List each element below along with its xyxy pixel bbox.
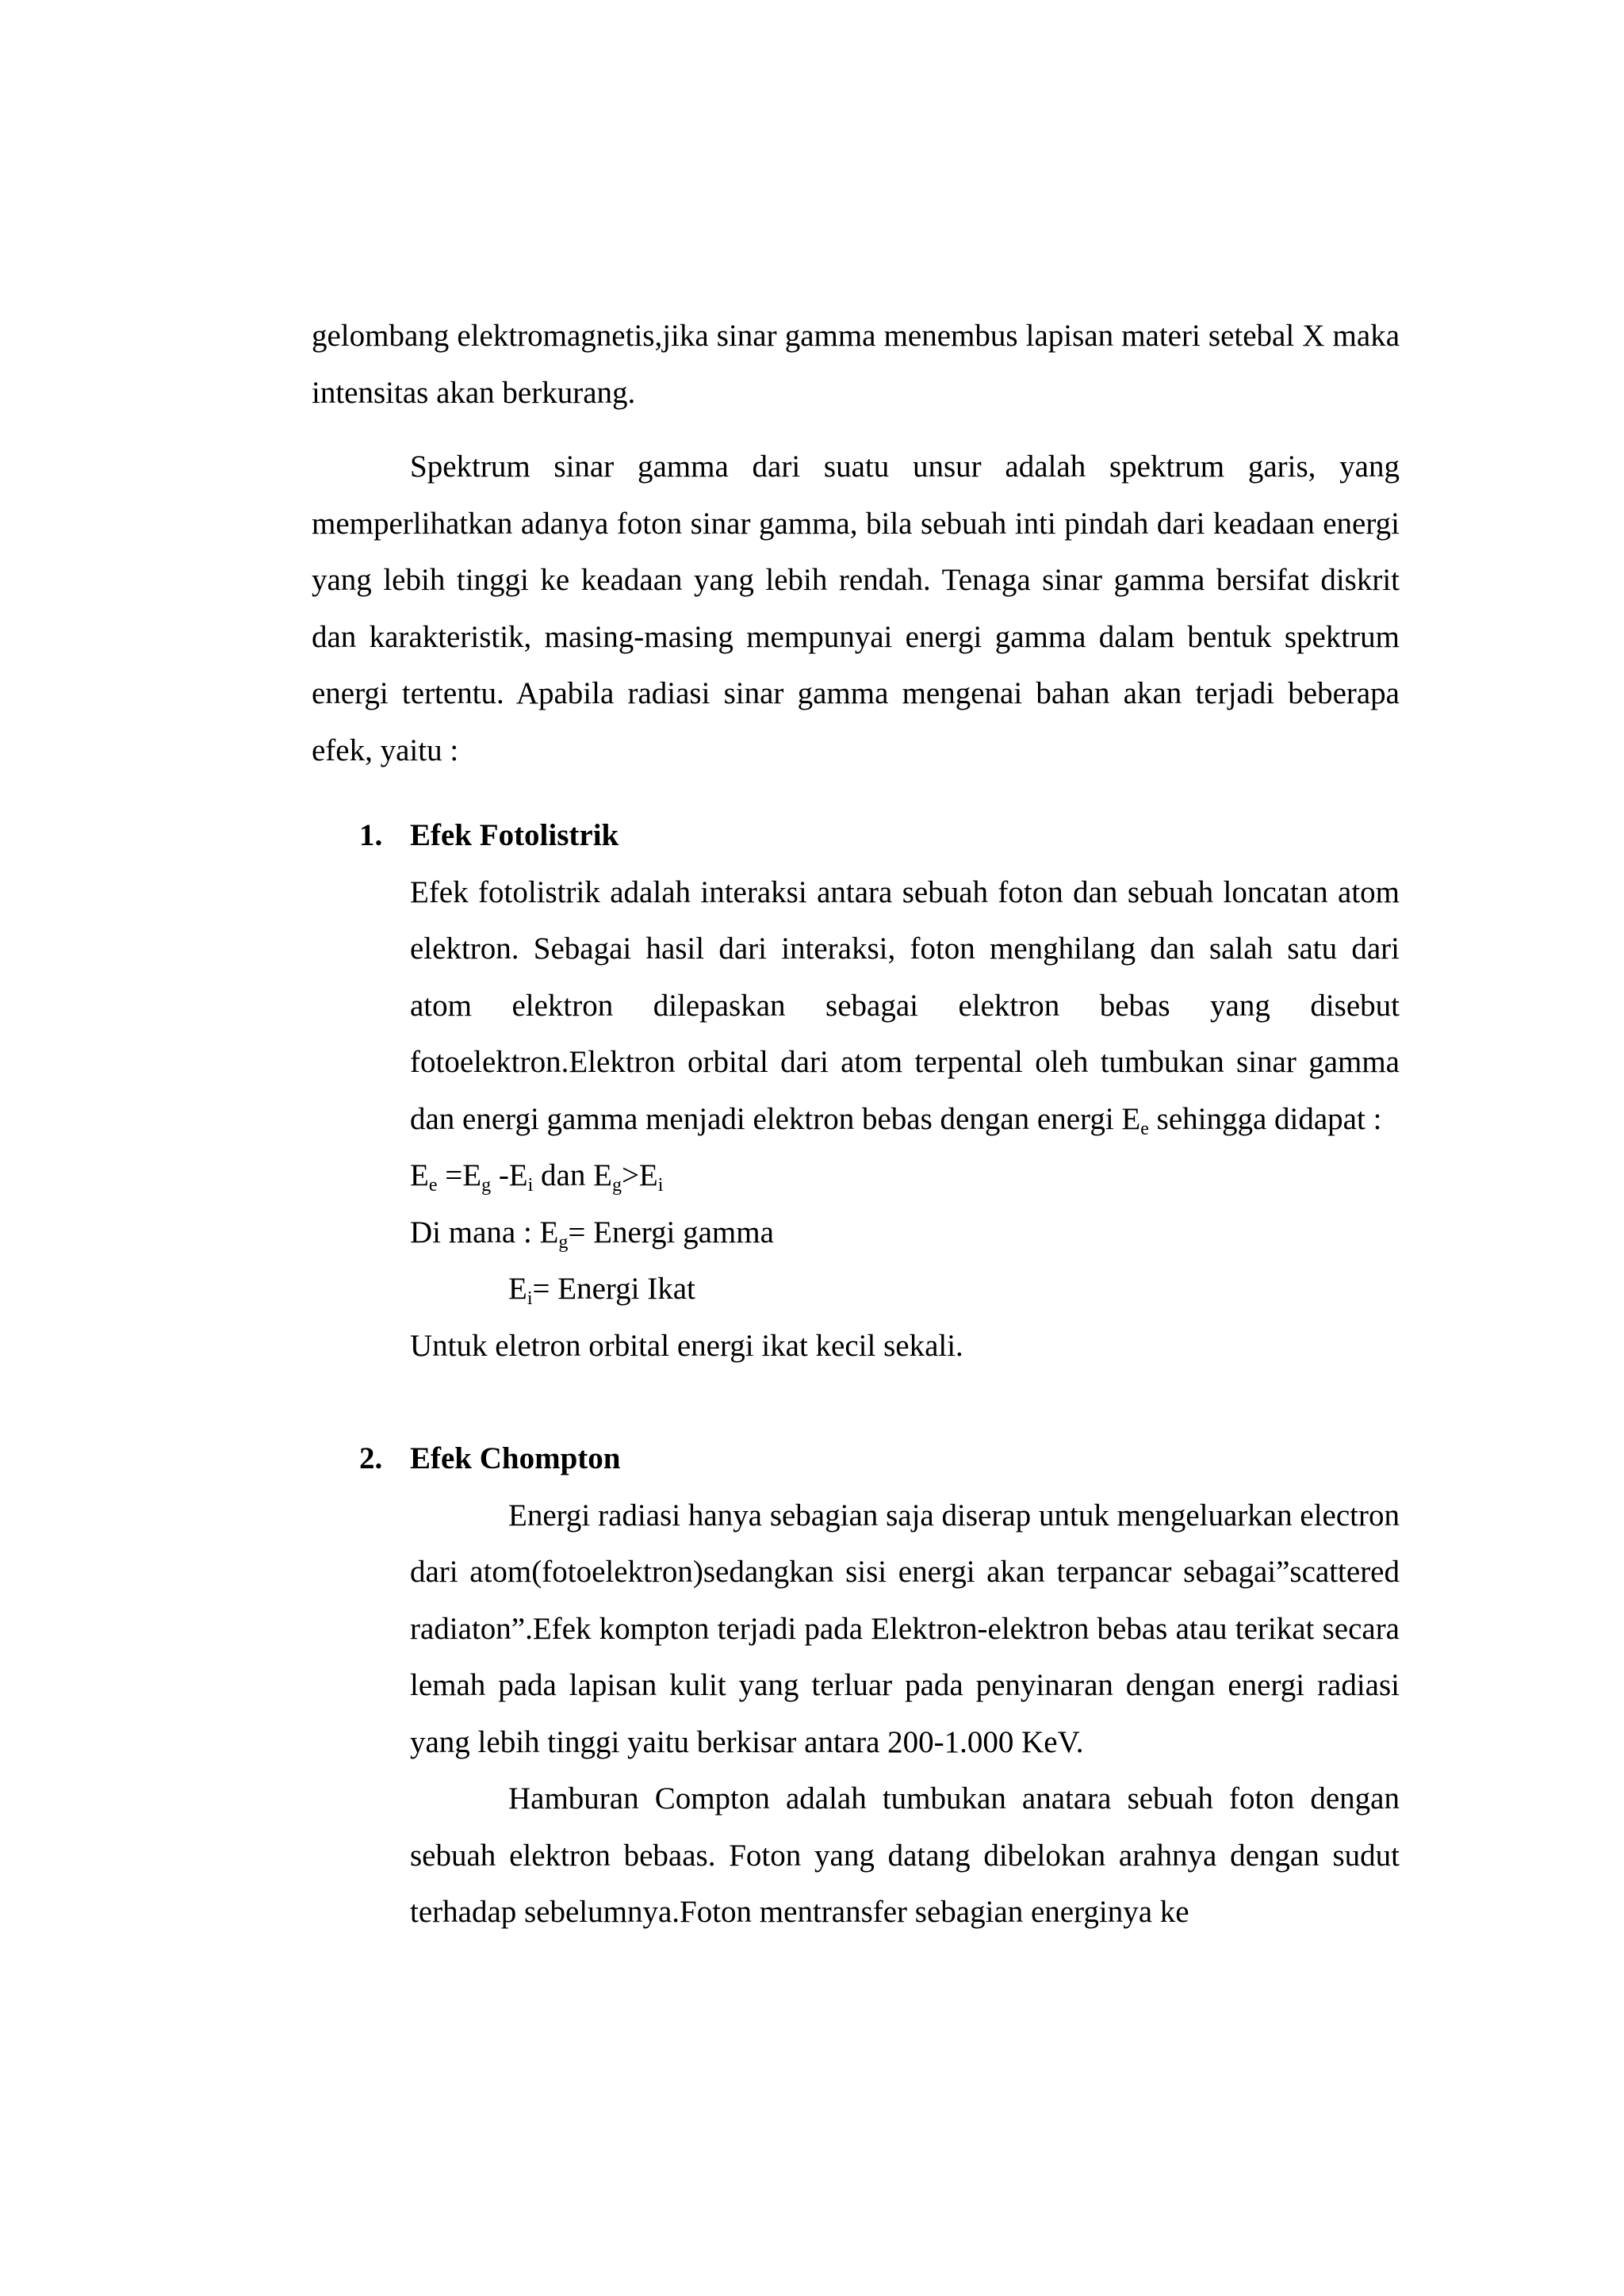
formula-sub-i: i: [527, 1175, 534, 1196]
where-line-ikat: [508, 1261, 1400, 1318]
fotolistrik-body-text: Efek fotolistrik adalah interaksi antara sebuah foton dan sebuah loncatan atom elektron. Sebagai hasil dari interaksi, foton menghilang dan salah satu dari atom elektron dilepaskan sebagai elektron bebas yang disebut fotoelektron.Elektron orbital dari atom terpental oleh tumbukan sinar gamma dan energi gamma menjadi elektron bebas dengan energi E: [410, 874, 1400, 1136]
formula-dan: dan E: [533, 1158, 612, 1192]
intro-paragraph-2: Spektrum sinar gamma dari suatu unsur adalah spektrum garis, yang memperlihatkan adanya foton sinar gamma, bila sebuah inti pindah dari keadaan energi yang lebih tinggi ke keadaan yang lebih rendah. Tenaga sinar gamma bersifat diskrit dan karakteristik, masing-masing mempunyai energi gamma dalam bentuk spektrum energi tertentu. Apabila radiasi sinar gamma mengenai bahan akan terjadi beberapa efek, yaitu :: [312, 450, 1400, 767]
where-prefix: Di mana : E: [410, 1215, 559, 1249]
formula-sub-i2: i: [657, 1175, 664, 1196]
formula-sub-g2: g: [611, 1175, 622, 1196]
section-title-fotolistrik: Efek Fotolistrik: [410, 818, 619, 852]
list-item-chompton: [312, 1430, 1400, 1941]
formula-sub-g: g: [481, 1175, 492, 1196]
list-number: 2.: [359, 1441, 383, 1475]
subscript-e: e: [1140, 1118, 1149, 1139]
fotolistrik-body: [410, 864, 1400, 1148]
fotolistrik-closing: Untuk eletron orbital energi ikat kecil sekali.: [410, 1328, 963, 1363]
effects-list: [312, 807, 1400, 1941]
formula-line: [410, 1147, 1400, 1204]
formula-minus: -E: [491, 1158, 528, 1192]
list-item-fotolistrik: [312, 807, 1400, 1374]
chompton-paragraph-2: Hamburan Compton adalah tumbukan anatara sebuah foton dengan sebuah elektron bebaas. Foton yang datang dibelokan arahnya dengan sudut terhadap sebelumnya.Foton mentransfer sebagian energinya ke: [410, 1781, 1400, 1929]
formula-gt: >E: [621, 1158, 658, 1192]
where-sub-i: i: [527, 1288, 533, 1309]
formula-eq: =E: [437, 1158, 482, 1192]
intro-paragraph-1: gelombang elektromagnetis,jika sinar gamma menembus lapisan materi setebal X maka intensitas akan berkurang.: [312, 319, 1400, 410]
where-line-gamma: [410, 1204, 1400, 1261]
document-page: [312, 308, 1400, 1941]
where-ikat-def: = Energi Ikat: [532, 1272, 695, 1306]
formula-E: E: [410, 1158, 429, 1192]
list-number: 1.: [359, 818, 383, 852]
where-E: E: [508, 1272, 527, 1306]
where-gamma-def: = Energi gamma: [568, 1215, 774, 1249]
fotolistrik-body-end: sehingga didapat :: [1148, 1101, 1382, 1136]
chompton-paragraph-1: Energi radiasi hanya sebagian saja diserap untuk mengeluarkan electron dari atom(fotoelektron)sedangkan sisi energi akan terpancar sebagai”scattered radiaton”.Efek kompton terjadi pada Elektron-elektron bebas atau terikat secara lemah pada lapisan kulit yang terluar pada penyinaran dengan energi radiasi yang lebih tinggi yaitu berkisar antara 200-1.000 KeV.: [410, 1498, 1400, 1759]
where-sub-g: g: [558, 1231, 569, 1253]
formula-sub-e: e: [428, 1175, 438, 1196]
section-title-chompton: Efek Chompton: [410, 1441, 621, 1475]
